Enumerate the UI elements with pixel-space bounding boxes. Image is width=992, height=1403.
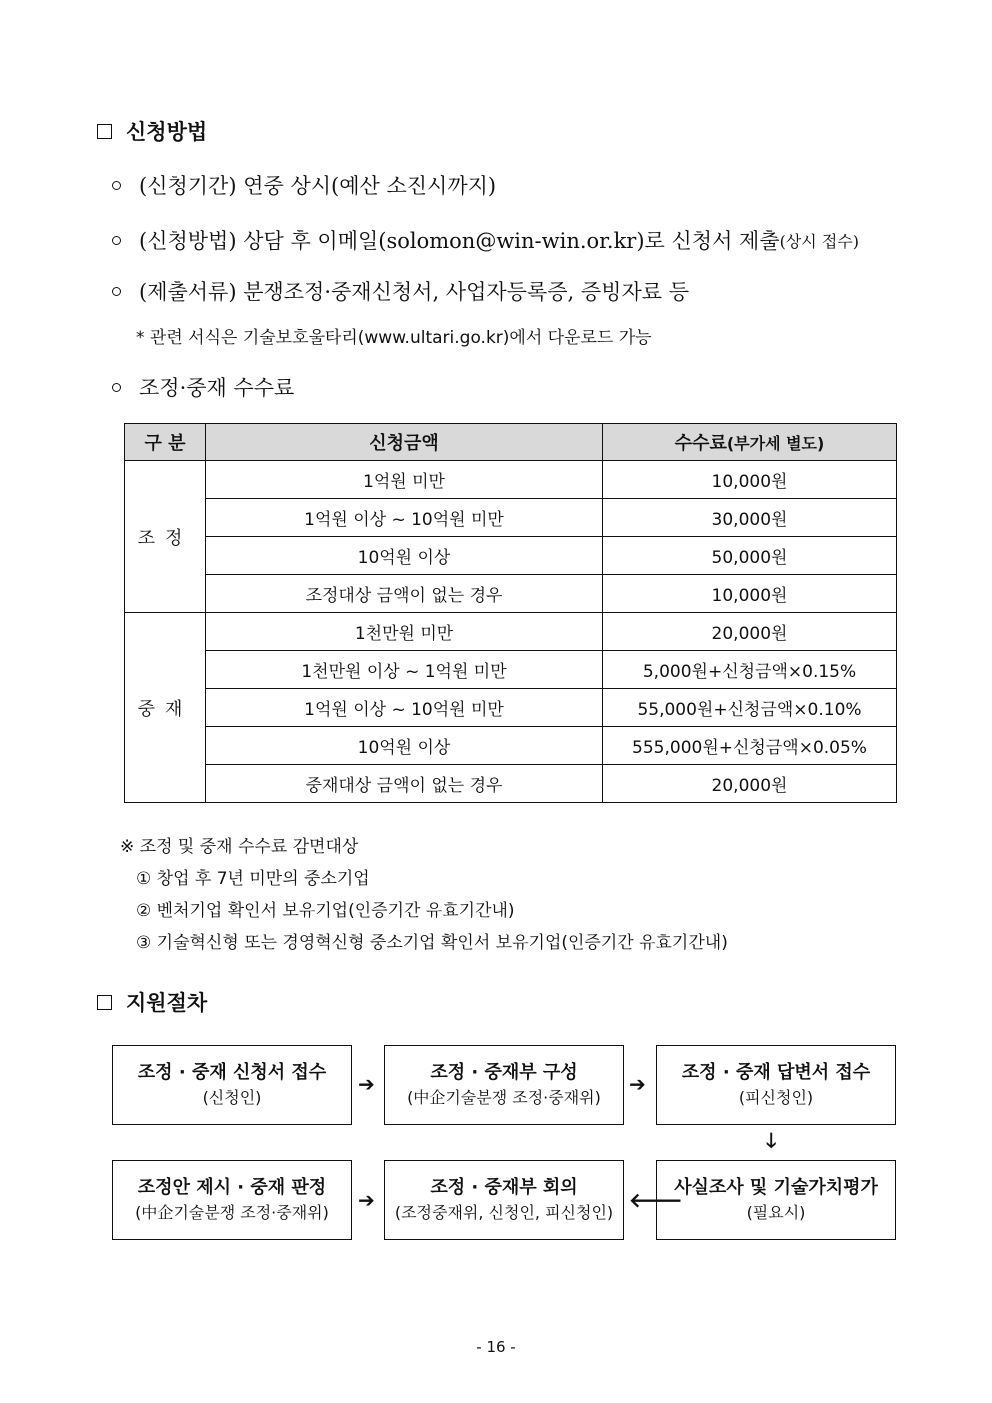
circle-bullet-icon [112, 287, 121, 296]
bullet-text: (신청기간) 연중 상시(예산 소진시까지) [139, 174, 497, 198]
arrow-left-icon: 🡐 [629, 1188, 683, 1212]
table-row [125, 461, 897, 499]
step-application-received [112, 1045, 352, 1125]
step-subtitle: (中企기술분쟁 조정·중재위) [135, 1203, 329, 1222]
step-title: 조정 · 중재 답변서 접수 [681, 1062, 871, 1083]
section-heading-procedure [97, 987, 207, 1017]
section-title: 지원절차 [126, 991, 208, 1015]
fee-cell: 20,000원 [603, 613, 897, 651]
fee-cell: 50,000원 [603, 537, 897, 575]
amount-cell: 1천만원 이상 ~ 1억원 미만 [206, 651, 603, 689]
bullet-text-small: (상시 접수) [779, 231, 860, 251]
form-download-note: * 관련 서식은 기술보호울타리(www.ultari.go.kr)에서 다운로드 가능 [136, 328, 652, 348]
arrow-right-icon: ➔ [629, 1072, 646, 1096]
step-subtitle: (피신청인) [738, 1088, 814, 1107]
table-row [125, 765, 897, 803]
circle-bullet-icon [112, 383, 121, 392]
step-decision [112, 1160, 352, 1240]
header-amount: 신청금액 [206, 424, 603, 461]
step-subtitle: (조정중재위, 신청인, 피신청인) [394, 1203, 614, 1222]
section-heading-application [97, 116, 207, 146]
amount-cell: 1억원 미만 [206, 461, 603, 499]
arrow-right-icon: ➔ [358, 1072, 375, 1096]
category-arbitration: 중재 [125, 613, 206, 803]
step-subtitle: (신청인) [202, 1088, 262, 1107]
header-fee [603, 424, 897, 461]
step-response-received [656, 1045, 896, 1125]
arrow-down-icon: 🡓 [766, 1128, 777, 1152]
bullet-item-fees [112, 372, 294, 402]
checkbox-square-icon [97, 995, 112, 1010]
section-title: 신청방법 [126, 120, 208, 144]
category-mediation: 조정 [125, 461, 206, 613]
waiver-item: ① 창업 후 7년 미만의 중소기업 [136, 869, 370, 889]
header-fee-sub: (부가세 별도) [726, 434, 825, 453]
waiver-item: ② 벤처기업 확인서 보유기업(인증기간 유효기간내) [136, 901, 515, 921]
amount-cell: 10억원 이상 [206, 727, 603, 765]
step-title: 조정 · 중재부 구성 [430, 1062, 578, 1083]
step-title: 사실조사 및 기술가치평가 [674, 1177, 878, 1198]
fee-cell: 10,000원 [603, 575, 897, 613]
table-row [125, 499, 897, 537]
fee-cell: 20,000원 [603, 765, 897, 803]
fee-cell: 5,000원+신청금액×0.15% [603, 651, 897, 689]
fee-cell: 55,000원+신청금액×0.10% [603, 689, 897, 727]
amount-cell: 1억원 이상 ~ 10억원 미만 [206, 689, 603, 727]
table-row [125, 537, 897, 575]
fee-cell: 30,000원 [603, 499, 897, 537]
fee-table [124, 423, 897, 803]
circle-bullet-icon [112, 236, 121, 245]
fee-cell: 10,000원 [603, 461, 897, 499]
step-panel-meeting [384, 1160, 624, 1240]
bullet-item-period [112, 170, 496, 200]
checkbox-square-icon [97, 124, 112, 139]
fee-cell: 555,000원+신청금액×0.05% [603, 727, 897, 765]
page-number: - 16 - [476, 1338, 516, 1356]
table-row [125, 575, 897, 613]
step-title: 조정 · 중재부 회의 [430, 1177, 578, 1198]
step-title: 조정 · 중재 신청서 접수 [137, 1062, 327, 1083]
amount-cell: 1천만원 미만 [206, 613, 603, 651]
bullet-text: (신청방법) 상담 후 이메일(solomon@win-win.or.kr)로 신청서 제출 [139, 229, 780, 253]
step-title: 조정안 제시 · 중재 판정 [137, 1177, 327, 1198]
table-header-row [125, 424, 897, 461]
amount-cell: 10억원 이상 [206, 537, 603, 575]
circle-bullet-icon [112, 181, 121, 190]
step-subtitle: (필요시) [746, 1203, 806, 1222]
table-row [125, 651, 897, 689]
bullet-text: 조정·중재 수수료 [139, 376, 295, 400]
waiver-title: ※ 조정 및 중재 수수료 감면대상 [120, 837, 359, 857]
bullet-item-documents [112, 276, 689, 306]
header-category: 구 분 [125, 424, 206, 461]
step-subtitle: (中企기술분쟁 조정·중재위) [407, 1088, 601, 1107]
step-panel-formation [384, 1045, 624, 1125]
waiver-item: ③ 기술혁신형 또는 경영혁신형 중소기업 확인서 보유기업(인증기간 유효기간내) [136, 933, 728, 953]
header-fee-label: 수수료 [674, 433, 727, 454]
amount-cell: 중재대상 금액이 없는 경우 [206, 765, 603, 803]
amount-cell: 조정대상 금액이 없는 경우 [206, 575, 603, 613]
arrow-right-icon: ➔ [358, 1188, 375, 1212]
bullet-item-method [112, 225, 859, 255]
table-row [125, 689, 897, 727]
table-row [125, 613, 897, 651]
step-fact-finding [656, 1160, 896, 1240]
amount-cell: 1억원 이상 ~ 10억원 미만 [206, 499, 603, 537]
bullet-text: (제출서류) 분쟁조정·중재신청서, 사업자등록증, 증빙자료 등 [139, 280, 689, 304]
table-row [125, 727, 897, 765]
